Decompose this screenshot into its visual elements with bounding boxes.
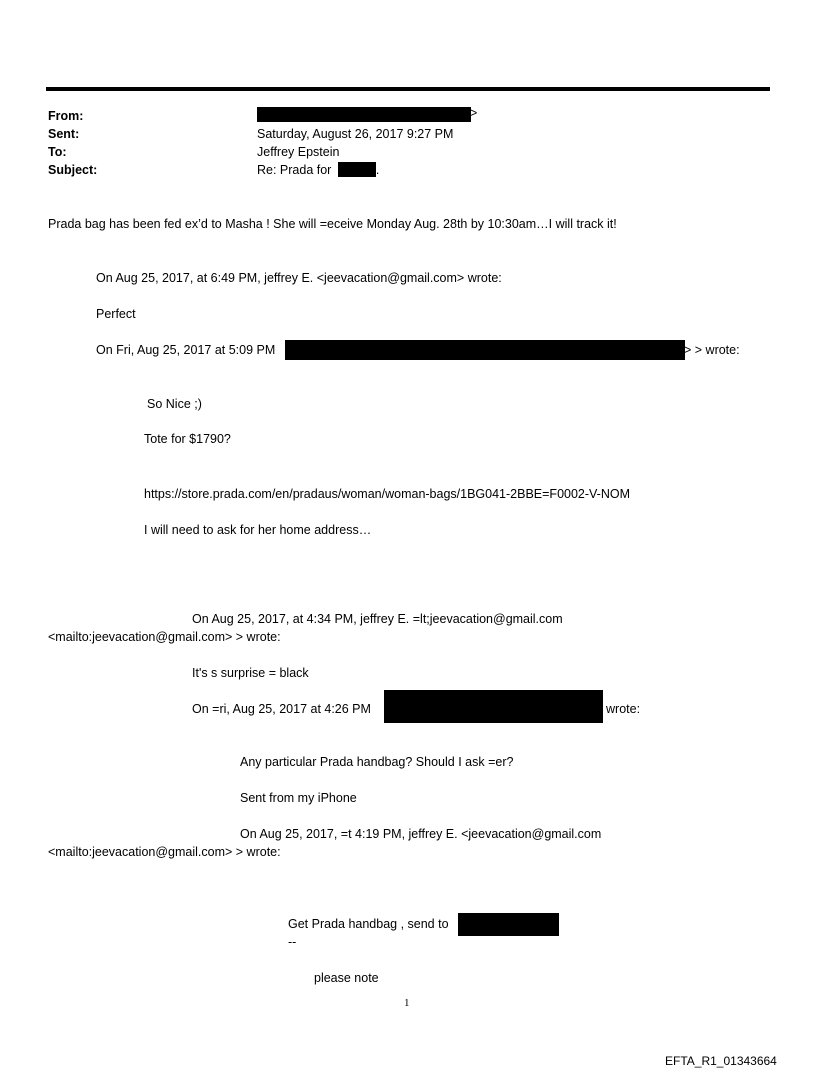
quote5-note: please note — [314, 971, 379, 985]
subject-suffix: . — [375, 163, 380, 177]
quote3-text: It's s surprise = black — [192, 666, 309, 680]
quote4-sender-redaction — [384, 690, 603, 723]
quote2-link[interactable]: https://store.prada.com/en/pradaus/woman/woman-bags/1BG041-2BBE=F0002-V-NOM — [144, 487, 631, 501]
quote4-header-suffix: wrote: — [606, 702, 641, 716]
from-trail: > — [470, 106, 478, 120]
quote5-recipient-redaction — [458, 913, 559, 936]
quote4-line-2: Sent from my iPhone — [240, 791, 357, 805]
body-line-1: Prada bag has been fed ex’d to Masha ! She will =eceive Monday Aug. 28th by 10:30am…I will track it! — [48, 217, 617, 231]
quote4-line-1: Any particular Prada handbag? Should I ask =er? — [240, 755, 514, 769]
sent-value: Saturday, August 26, 2017 9:27 PM — [257, 127, 454, 141]
from-redaction — [257, 107, 471, 122]
quote2-line-1: So Nice ;) — [147, 397, 202, 411]
quote2-line-3: I will need to ask for her home address… — [144, 523, 372, 537]
quote1-text: Perfect — [96, 307, 136, 321]
to-value: Jeffrey Epstein — [257, 145, 340, 159]
quote5-header-a: On Aug 25, 2017, =t 4:19 PM, jeffrey E. <jeevacation@gmail.com — [240, 827, 602, 841]
subject-label: Subject: — [48, 163, 98, 177]
quote5-signature-dash: -- — [288, 935, 297, 949]
quote5-line-1: Get Prada handbag , send to — [288, 917, 449, 931]
quote3-header-b: <mailto:jeevacation@gmail.com> > wrote: — [48, 630, 281, 644]
quote2-header-suffix: > > wrote: — [684, 343, 740, 357]
quote1-header: On Aug 25, 2017, at 6:49 PM, jeffrey E. <jeevacation@gmail.com> wrote: — [96, 271, 502, 285]
quote2-sender-redaction — [285, 340, 685, 360]
quote2-header-prefix: On Fri, Aug 25, 2017 at 5:09 PM — [96, 343, 276, 357]
to-label: To: — [48, 145, 67, 159]
subject-value — [257, 162, 379, 178]
quote5-header-b: <mailto:jeevacation@gmail.com> > wrote: — [48, 845, 281, 859]
subject-prefix: Re: Prada for — [257, 163, 332, 177]
subject-redaction — [338, 162, 376, 177]
document-id: EFTA_R1_01343664 — [665, 1054, 777, 1068]
page-number: 1 — [404, 997, 410, 1009]
quote4-header-prefix: On =ri, Aug 25, 2017 at 4:26 PM — [192, 702, 371, 716]
header-rule — [46, 87, 770, 91]
from-label: From: — [48, 109, 84, 123]
sent-label: Sent: — [48, 127, 80, 141]
quote2-line-2: Tote for $1790? — [144, 432, 231, 446]
quote3-header-a: On Aug 25, 2017, at 4:34 PM, jeffrey E. =lt;jeevacation@gmail.com — [192, 612, 563, 626]
